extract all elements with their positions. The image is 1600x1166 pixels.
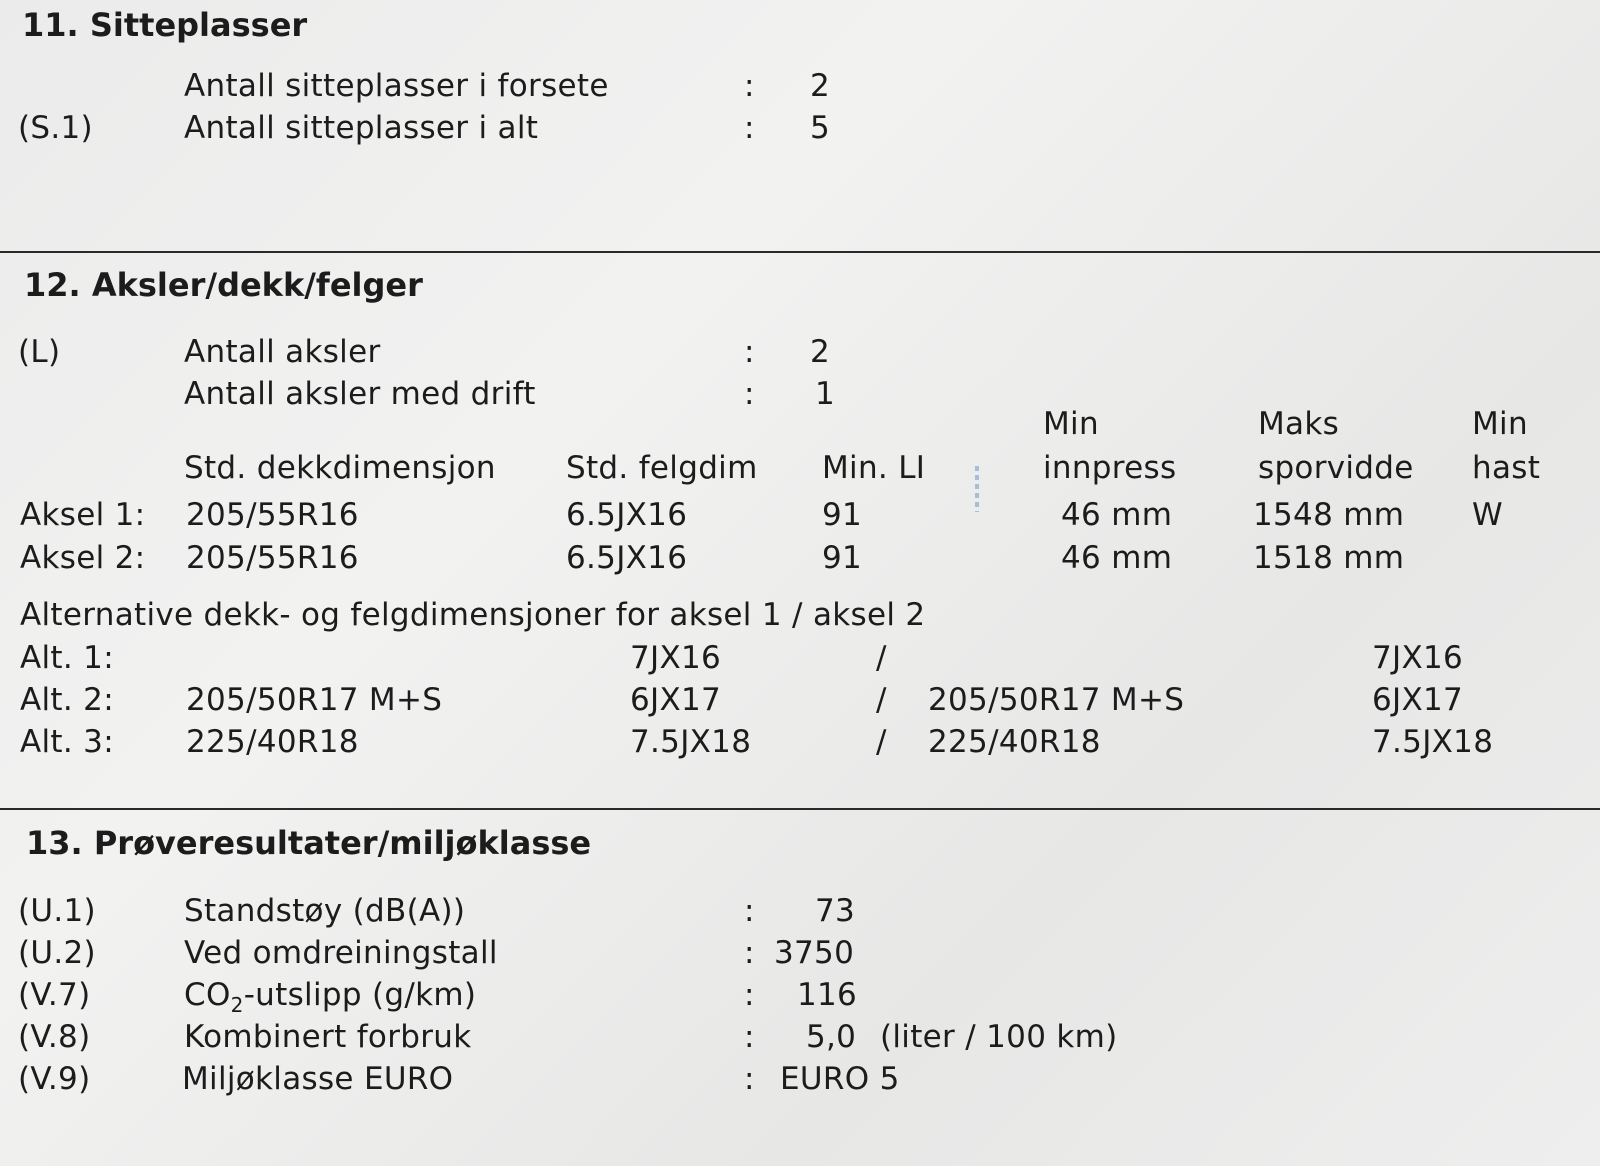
header-sporvidde-bottom: sporvidde bbox=[1258, 450, 1414, 486]
seats-total-code: (S.1) bbox=[18, 110, 93, 146]
axle-2-rim: 6.5JX16 bbox=[566, 540, 688, 576]
section-divider bbox=[0, 808, 1600, 810]
euro-class-value: EURO 5 bbox=[780, 1061, 900, 1097]
header-hast-top: Min bbox=[1472, 406, 1528, 442]
consumption-label: Kombinert forbruk bbox=[184, 1019, 472, 1055]
co2-value: 116 bbox=[797, 977, 858, 1013]
alt-3-rim-axle-1: 7.5JX18 bbox=[630, 724, 752, 760]
seats-front-colon: : bbox=[744, 68, 755, 104]
alt-2-tire-axle-2: 205/50R17 M+S bbox=[928, 682, 1185, 718]
consumption-value: 5,0 bbox=[806, 1019, 857, 1055]
axle-1-tire: 205/55R16 bbox=[186, 497, 359, 533]
rpm-label: Ved omdreiningstall bbox=[184, 935, 498, 971]
section-11-title: 11. Sitteplasser bbox=[22, 6, 308, 44]
axle-2-offset: 46 mm bbox=[1061, 540, 1173, 576]
header-innpress-bottom: innpress bbox=[1043, 450, 1177, 486]
alt-2-rim-axle-1: 6JX17 bbox=[630, 682, 722, 718]
alt-1-label: Alt. 1: bbox=[20, 640, 114, 676]
header-hast-bottom: hast bbox=[1472, 450, 1541, 486]
euro-class-label: Miljøklasse EURO bbox=[182, 1061, 454, 1097]
rpm-colon: : bbox=[744, 935, 755, 971]
consumption-unit: (liter / 100 km) bbox=[880, 1019, 1118, 1055]
alt-1-rim-axle-1: 7JX16 bbox=[630, 640, 722, 676]
rpm-value: 3750 bbox=[774, 935, 855, 971]
axles-value: 2 bbox=[810, 334, 831, 370]
alt-2-separator: / bbox=[876, 682, 887, 718]
section-12-title: 12. Aksler/dekk/felger bbox=[24, 266, 423, 304]
axle-1-rim: 6.5JX16 bbox=[566, 497, 688, 533]
noise-code: (U.1) bbox=[18, 893, 96, 929]
noise-label: Standstøy (dB(A)) bbox=[184, 893, 466, 929]
axle-1-track: 1548 mm bbox=[1253, 497, 1405, 533]
co2-label-sub: 2 bbox=[230, 993, 244, 1018]
driven-axles-value: 1 bbox=[815, 376, 836, 412]
noise-value: 73 bbox=[815, 893, 856, 929]
euro-class-colon: : bbox=[744, 1061, 755, 1097]
alt-3-tire-axle-2: 225/40R18 bbox=[928, 724, 1101, 760]
alt-2-label: Alt. 2: bbox=[20, 682, 114, 718]
rpm-code: (U.2) bbox=[18, 935, 96, 971]
driven-axles-colon: : bbox=[744, 376, 755, 412]
alt-3-rim-axle-2: 7.5JX18 bbox=[1372, 724, 1494, 760]
section-13-title: 13. Prøveresultater/miljøklasse bbox=[26, 824, 592, 862]
seats-total-value: 5 bbox=[810, 110, 831, 146]
axle-1-offset: 46 mm bbox=[1061, 497, 1173, 533]
euro-class-code: (V.9) bbox=[18, 1061, 91, 1097]
alt-1-rim-axle-2: 7JX16 bbox=[1372, 640, 1464, 676]
axle-1-label: Aksel 1: bbox=[20, 497, 146, 533]
seats-front-value: 2 bbox=[810, 68, 831, 104]
alt-2-rim-axle-2: 6JX17 bbox=[1372, 682, 1464, 718]
alt-3-tire-axle-1: 225/40R18 bbox=[186, 724, 359, 760]
alt-3-separator: / bbox=[876, 724, 887, 760]
co2-label bbox=[184, 977, 476, 1017]
alt-3-label: Alt. 3: bbox=[20, 724, 114, 760]
consumption-code: (V.8) bbox=[18, 1019, 91, 1055]
axle-1-li: 91 bbox=[822, 497, 863, 533]
axle-2-li: 91 bbox=[822, 540, 863, 576]
co2-label-pre: CO bbox=[184, 977, 231, 1013]
co2-colon: : bbox=[744, 977, 755, 1013]
axles-label: Antall aksler bbox=[184, 334, 381, 370]
header-dekkdimensjon: Std. dekkdimensjon bbox=[184, 450, 496, 486]
noise-colon: : bbox=[744, 893, 755, 929]
seats-front-label: Antall sitteplasser i forsete bbox=[184, 68, 609, 104]
header-innpress-top: Min bbox=[1043, 406, 1099, 442]
section-divider bbox=[0, 251, 1600, 253]
axle-2-label: Aksel 2: bbox=[20, 540, 146, 576]
axles-code: (L) bbox=[18, 334, 61, 370]
alt-1-separator: / bbox=[876, 640, 887, 676]
axle-2-track: 1518 mm bbox=[1253, 540, 1405, 576]
consumption-colon: : bbox=[744, 1019, 755, 1055]
seats-total-colon: : bbox=[744, 110, 755, 146]
ink-mark bbox=[975, 466, 979, 512]
header-min-li: Min. LI bbox=[822, 450, 926, 486]
co2-code: (V.7) bbox=[18, 977, 91, 1013]
header-sporvidde-top: Maks bbox=[1258, 406, 1340, 442]
axle-1-speed: W bbox=[1472, 497, 1503, 533]
axles-colon: : bbox=[744, 334, 755, 370]
driven-axles-label: Antall aksler med drift bbox=[184, 376, 536, 412]
seats-total-label: Antall sitteplasser i alt bbox=[184, 110, 539, 146]
header-felgdim: Std. felgdim bbox=[566, 450, 758, 486]
axle-2-tire: 205/55R16 bbox=[186, 540, 359, 576]
alternatives-title: Alternative dekk- og felgdimensjoner for aksel 1 / aksel 2 bbox=[20, 597, 926, 633]
alt-2-tire-axle-1: 205/50R17 M+S bbox=[186, 682, 443, 718]
co2-label-post: -utslipp (g/km) bbox=[243, 977, 477, 1013]
